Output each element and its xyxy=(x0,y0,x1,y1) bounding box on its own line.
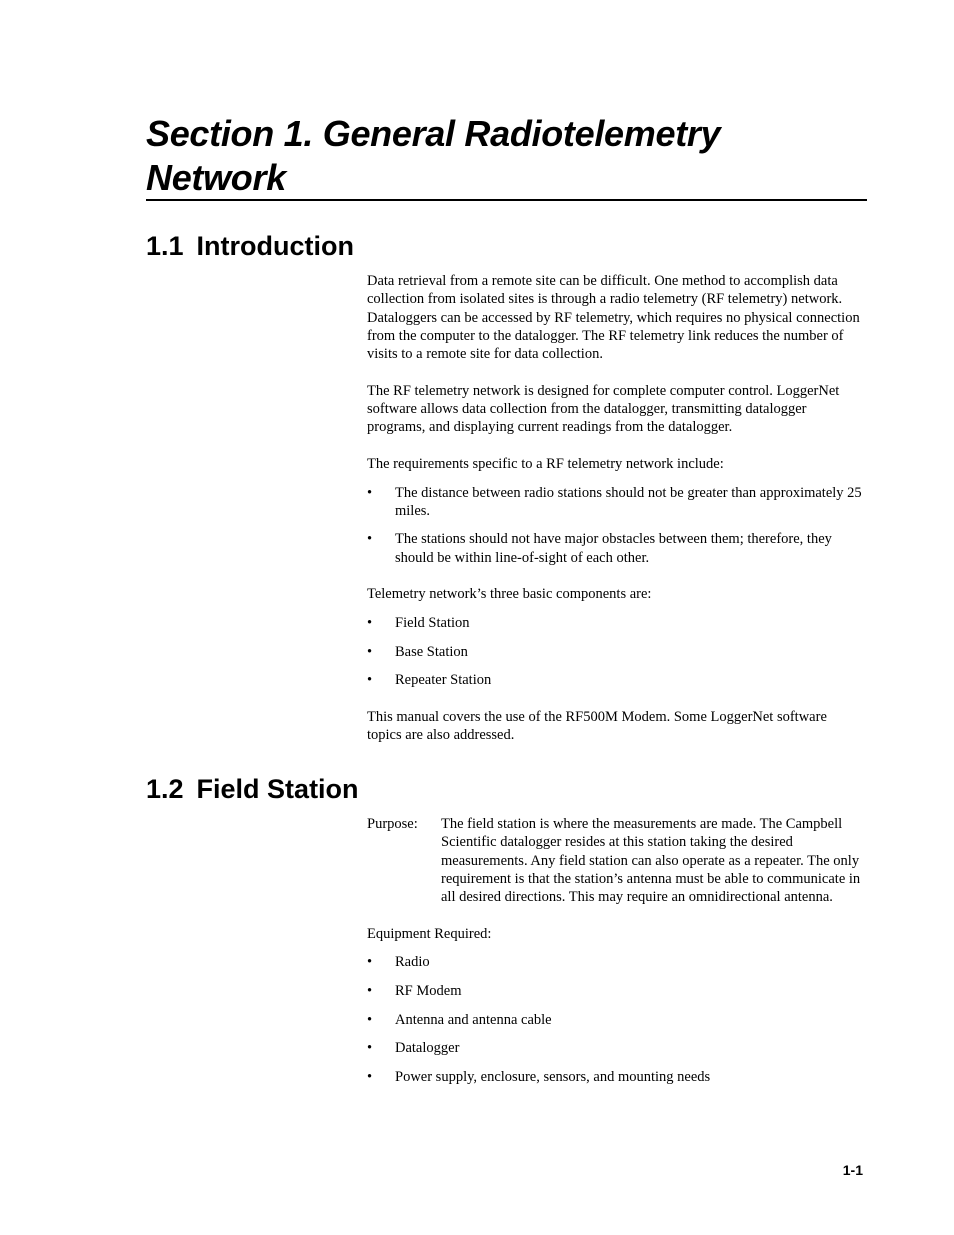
heading-field-station xyxy=(146,773,359,805)
list-item xyxy=(367,1068,862,1086)
list-item-text: Field Station xyxy=(395,614,470,631)
heading-text: Introduction xyxy=(196,231,355,261)
list-item-text: Repeater Station xyxy=(395,672,492,689)
equipment-list xyxy=(367,953,862,1086)
equipment-label: Equipment Required: xyxy=(367,925,492,942)
title-rule xyxy=(146,199,867,201)
intro-paragraph-4: Telemetry network’s three basic components are: xyxy=(367,586,652,603)
bullet-icon: • xyxy=(367,1040,373,1057)
list-item-text: Datalogger xyxy=(395,1040,460,1057)
section-title: Section 1. General Radiotelemetry Network xyxy=(146,113,721,198)
intro-paragraph-3: The requirements specific to a RF telemetry network include: xyxy=(367,455,724,472)
intro-paragraph-5: This manual covers the use of the RF500M Modem. Some LoggerNet software topics are also addressed. xyxy=(367,708,827,744)
list-item xyxy=(367,1011,862,1029)
introduction-body xyxy=(367,272,862,763)
intro-paragraph-2: The RF telemetry network is designed for complete computer control. LoggerNet software allows data collection from the datalogger, transmitting datalogger programs, and displaying current readings from the datalogger. xyxy=(367,382,840,436)
list-item xyxy=(367,484,862,521)
bullet-icon: • xyxy=(367,982,373,999)
list-item xyxy=(367,643,862,661)
purpose-text: The field station is where the measurements are made. The Campbell Scientific datalogger resides at this station taking the desired measurements. Any field station can also operate as a repeater. The only requirement is that the station’s antenna must be able to communicate in all desired directions. This may require an omnidirectional antenna. xyxy=(441,816,861,906)
intro-paragraph-1: Data retrieval from a remote site can be difficult. One method to accomplish data collection from isolated sites is through a radio telemetry (RF telemetry) network. Dataloggers can be accessed by RF telemetry, which requires no physical connection from the computer to the datalogger. The RF telemetry link reduces the number of visits to a remote site for data collection. xyxy=(367,273,860,363)
list-item-text: Radio xyxy=(395,954,430,971)
page-number: 1-1 xyxy=(842,1162,863,1178)
components-list xyxy=(367,614,862,689)
list-item-text: The distance between radio stations should not be greater than approximately 25 miles. xyxy=(395,484,862,519)
purpose-label: Purpose: xyxy=(367,816,418,832)
list-item xyxy=(367,1039,862,1057)
requirements-list xyxy=(367,484,862,567)
bullet-icon: • xyxy=(367,614,373,631)
bullet-icon: • xyxy=(367,954,373,971)
list-item-text: RF Modem xyxy=(395,982,462,999)
list-item xyxy=(367,530,862,567)
field-station-body xyxy=(367,815,862,1104)
bullet-icon: • xyxy=(367,672,373,689)
bullet-icon: • xyxy=(367,643,373,660)
heading-text: Field Station xyxy=(196,774,359,804)
list-item-text: Antenna and antenna cable xyxy=(395,1011,552,1028)
purpose-row xyxy=(367,815,862,906)
list-item-text: Base Station xyxy=(395,643,468,660)
list-item-text: The stations should not have major obstacles between them; therefore, they should be within line-of-sight of each other. xyxy=(395,531,832,566)
bullet-icon: • xyxy=(367,484,373,501)
heading-introduction xyxy=(146,230,354,262)
heading-number: 1.2 xyxy=(146,774,184,804)
bullet-icon: • xyxy=(367,1011,373,1028)
list-item xyxy=(367,614,862,632)
list-item xyxy=(367,953,862,971)
list-item xyxy=(367,671,862,689)
heading-number: 1.1 xyxy=(146,231,184,261)
list-item xyxy=(367,982,862,1000)
bullet-icon: • xyxy=(367,531,373,548)
list-item-text: Power supply, enclosure, sensors, and mounting needs xyxy=(395,1068,711,1085)
bullet-icon: • xyxy=(367,1068,373,1085)
